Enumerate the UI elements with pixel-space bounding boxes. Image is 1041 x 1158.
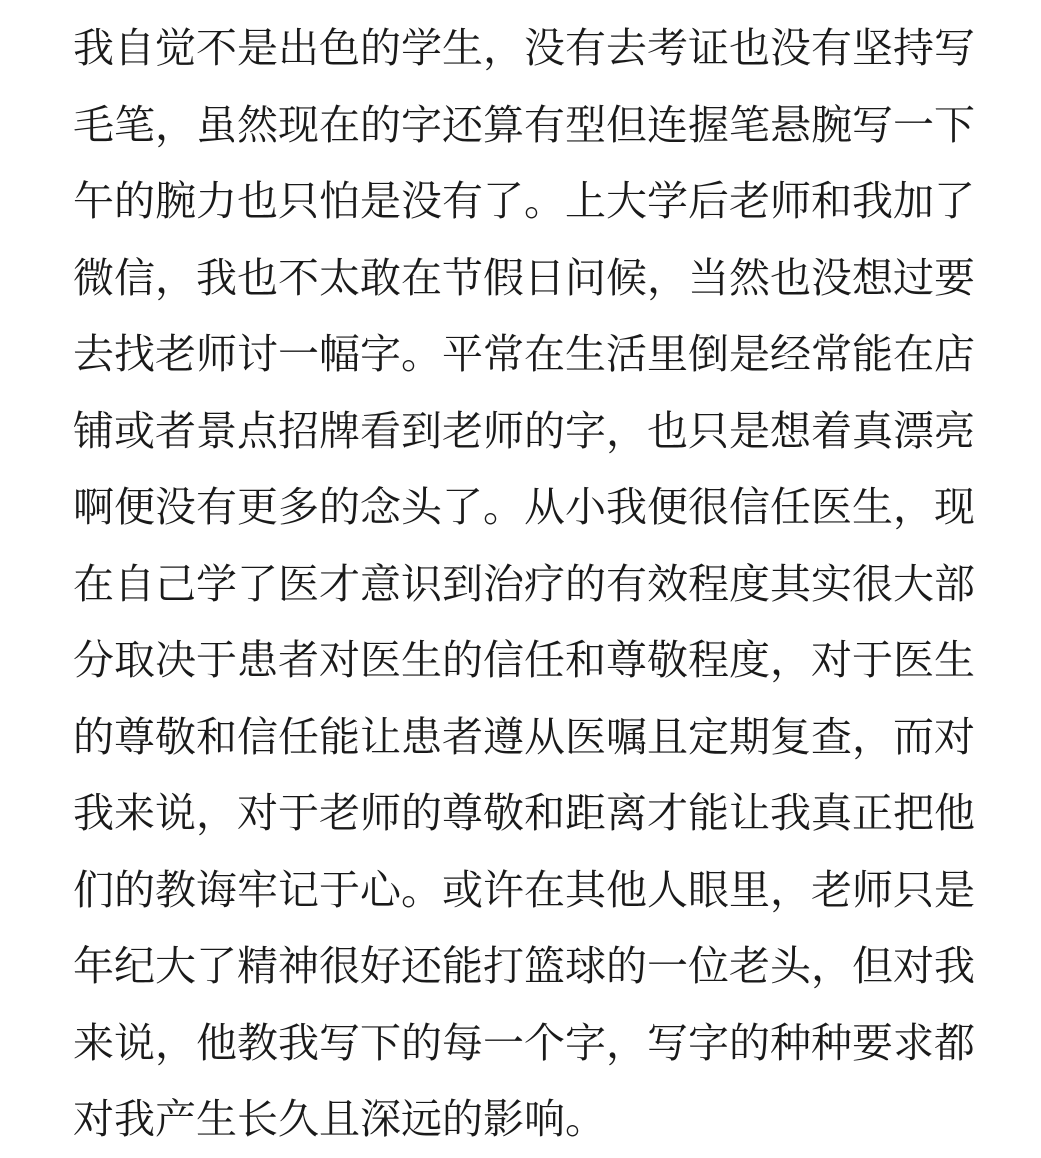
text-line-5: 去找老师讨一幅字。平常在生活里倒是经常能在店 [73,330,975,378]
text-line-2: 毛笔，虽然现在的字还算有型但连握笔悬腕写一下 [73,100,975,149]
text-line-4: 微信，我也不太敢在节假日问候，当然也没想过要 [73,253,975,302]
text-line-12: 们的教诲牢记于心。或许在其他人眼里，老师只是 [73,865,975,914]
text-line-3: 午的腕力也只怕是没有了。上大学后老师和我加了 [73,177,975,225]
text-line-14: 来说，他教我写下的每一个字，写字的种种要求都 [73,1018,975,1067]
text-line-10: 的尊敬和信任能让患者遵从医嘱且定期复查，而对 [73,712,975,761]
text-line-1: 我自觉不是出色的学生，没有去考证也没有坚持写 [73,24,975,72]
article-text [73,10,973,1158]
text-line-11: 我来说，对于老师的尊敬和距离才能让我真正把他 [73,789,975,837]
text-line-6: 铺或者景点招牌看到老师的字，也只是想着真漂亮 [73,406,975,455]
text-line-8: 在自己学了医才意识到治疗的有效程度其实很大部 [73,559,975,608]
text-line-13: 年纪大了精神很好还能打篮球的一位老头，但对我 [73,942,975,990]
text-line-9: 分取决于患者对医生的信任和尊敬程度，对于医生 [73,636,975,684]
text-line-15: 对我产生长久且深远的影响。 [73,1095,606,1143]
text-line-7: 啊便没有更多的念头了。从小我便很信任医生，现 [73,483,975,531]
